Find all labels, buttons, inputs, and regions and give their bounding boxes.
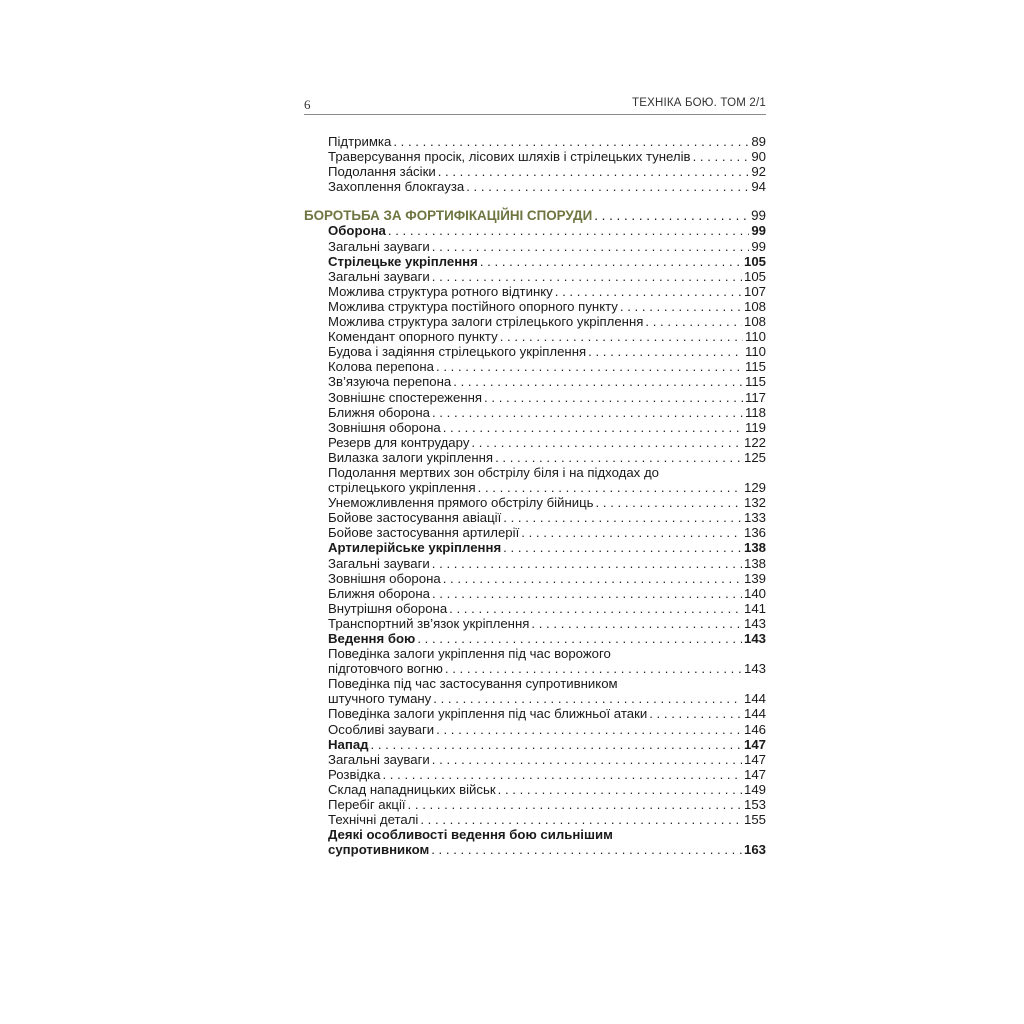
toc-entry-page: 115: [744, 359, 766, 375]
toc-entry-page: 155: [743, 812, 766, 828]
toc-entry-page: 92: [751, 164, 766, 180]
toc-entry-page: 94: [751, 179, 766, 195]
toc-entry[interactable]: [304, 374, 766, 389]
dot-leader: [438, 164, 750, 179]
toc-entry-page: 140: [743, 585, 766, 601]
toc-entry[interactable]: [304, 676, 766, 691]
toc-entry-label: Можлива структура постійного опорного пункту: [328, 298, 618, 314]
toc-subheading[interactable]: [304, 737, 766, 752]
toc-entry-label: Поведінка залоги укріплення під час ворожого: [328, 646, 611, 662]
toc-entry-label: Оборона: [328, 223, 386, 239]
toc-entry[interactable]: [304, 691, 766, 706]
toc-entry-page: 138: [743, 540, 766, 556]
toc-entry-label: Внутрішня оборона: [328, 600, 448, 616]
toc-entry-label: Зовнішня оборона: [328, 419, 441, 435]
toc-entry-label: Подолання мертвих зон обстрілу біля і на підходах до: [328, 464, 659, 480]
toc-entry-label: Напад: [328, 736, 369, 752]
running-title: ТЕХНІКА БОЮ. ТОМ 2/1: [631, 97, 766, 109]
toc-entry-page: 105: [743, 253, 766, 269]
toc-entry[interactable]: [304, 495, 766, 510]
toc-entry-label: Перебіг акції: [328, 797, 406, 813]
toc-entry-page: 108: [743, 314, 766, 330]
toc-entry-label: Поведінка під час застосування супротивником: [328, 676, 618, 692]
toc-entry-label: Траверсування просік, лісових шляхів і стрілецьких тунелів: [328, 149, 691, 165]
toc-entry[interactable]: [304, 556, 766, 571]
toc-entry[interactable]: [304, 616, 766, 631]
toc-entry-page: 143: [743, 615, 766, 631]
toc-entry[interactable]: [304, 134, 766, 149]
dot-leader: [480, 254, 742, 269]
toc-entry-page: 146: [743, 721, 766, 737]
toc-entry[interactable]: [304, 571, 766, 586]
toc-entry[interactable]: [304, 420, 766, 435]
table-of-contents: [304, 134, 766, 857]
toc-subheading[interactable]: [304, 827, 766, 842]
toc-entry-label: Комендант опорного пункту: [328, 329, 498, 345]
toc-subheading[interactable]: [304, 842, 766, 857]
toc-entry[interactable]: [304, 299, 766, 314]
toc-entry-label: Особливі зауваги: [328, 721, 435, 737]
toc-entry-label: Бойове застосування авіації: [328, 510, 502, 526]
toc-entry-label: Підтримка: [328, 134, 392, 149]
dot-leader: [432, 269, 742, 284]
toc-entry-page: 136: [743, 525, 766, 541]
toc-entry-page: 110: [744, 344, 766, 360]
dot-leader: [432, 239, 750, 254]
dot-leader: [471, 435, 742, 450]
toc-entry-label: Транспортний зв’язок укріплення: [328, 615, 530, 631]
toc-subheading[interactable]: [304, 223, 766, 238]
dot-leader: [693, 149, 750, 164]
toc-entry[interactable]: [304, 767, 766, 782]
toc-entry-label: Ближня оборона: [328, 585, 430, 601]
toc-entry[interactable]: [304, 525, 766, 540]
toc-entry-label: стрілецького укріплення: [328, 480, 476, 496]
dot-leader: [432, 752, 742, 767]
toc-entry-page: 163: [743, 842, 766, 858]
dot-leader: [417, 631, 742, 646]
toc-entry-page: 115: [744, 374, 766, 390]
dot-leader: [431, 842, 742, 857]
toc-entry-label: Зовнішнє спостереження: [328, 389, 483, 405]
toc-entry-label: Ведення бою: [328, 631, 416, 646]
toc-entry-label: Можлива структура залоги стрілецького укріплення: [328, 314, 644, 330]
toc-entry-label: штучного туману: [328, 691, 432, 707]
toc-entry[interactable]: [304, 405, 766, 420]
toc-entry-page: 99: [751, 223, 766, 239]
dot-leader: [645, 314, 742, 329]
toc-entry-page: 119: [744, 419, 766, 435]
toc-entry[interactable]: [304, 164, 766, 179]
dot-leader: [478, 480, 742, 495]
toc-entry-page: 122: [743, 434, 766, 450]
toc-entry-label: Захоплення блокгауза: [328, 179, 465, 195]
toc-entry-label: Вилазка залоги укріплення: [328, 449, 494, 465]
section-gap: [304, 194, 766, 208]
toc-entry-label: Зовнішня оборона: [328, 570, 441, 586]
toc-entry-page: 117: [744, 389, 766, 405]
toc-entry-label: Стрілецьке укріплення: [328, 253, 478, 269]
dot-leader: [432, 586, 742, 601]
dot-leader: [555, 284, 742, 299]
toc-entry[interactable]: [304, 510, 766, 525]
toc-entry-label: Колова перепона: [328, 359, 434, 375]
dot-leader: [649, 706, 742, 721]
dot-leader: [466, 179, 749, 194]
toc-entry-page: 144: [743, 706, 766, 722]
toc-section-label: БОРОТЬБА ЗА ФОРТИФІКАЦІЙНІ СПОРУДИ: [304, 208, 593, 224]
toc-entry-page: 144: [743, 691, 766, 707]
toc-entry-label: супротивником: [328, 842, 430, 858]
toc-entry-page: 125: [743, 449, 766, 465]
toc-entry-label: Склад нападницьких військ: [328, 781, 496, 797]
toc-entry[interactable]: [304, 465, 766, 480]
toc-entry[interactable]: [304, 329, 766, 344]
toc-entry-page: 118: [744, 404, 766, 420]
dot-leader: [498, 782, 742, 797]
dot-leader: [521, 525, 742, 540]
dot-leader: [503, 540, 742, 555]
toc-entry[interactable]: [304, 782, 766, 797]
dot-leader: [443, 420, 743, 435]
dot-leader: [594, 208, 749, 223]
toc-entry-page: 149: [743, 781, 766, 797]
toc-entry-label: Розвідка: [328, 766, 381, 782]
toc-entry[interactable]: [304, 797, 766, 812]
toc-entry[interactable]: [304, 706, 766, 721]
toc-entry-label: Подолання зáсіки: [328, 164, 436, 180]
dot-leader: [503, 510, 742, 525]
dot-leader: [443, 571, 742, 586]
dot-leader: [432, 556, 742, 571]
dot-leader: [382, 767, 742, 782]
toc-entry-label: Унеможливлення прямого обстрілу бійниць: [328, 495, 594, 511]
dot-leader: [449, 601, 742, 616]
dot-leader: [408, 797, 742, 812]
toc-entry-page: 129: [743, 480, 766, 496]
toc-entry[interactable]: [304, 480, 766, 495]
toc-entry-page: 99: [751, 238, 766, 254]
toc-entry[interactable]: [304, 601, 766, 616]
dot-leader: [436, 359, 743, 374]
toc-entry-page: 133: [743, 510, 766, 526]
toc-entry[interactable]: [304, 314, 766, 329]
toc-entry[interactable]: [304, 812, 766, 827]
toc-entry-page: 147: [743, 766, 766, 782]
toc-top-group: [304, 134, 766, 194]
toc-entry[interactable]: [304, 344, 766, 359]
page-number: 6: [304, 97, 311, 112]
toc-entry-label: Будова і задіяння стрілецького укріплення: [328, 344, 587, 360]
dot-leader: [433, 691, 742, 706]
toc-section-heading[interactable]: [304, 208, 766, 223]
toc-entry-page: 141: [743, 600, 766, 616]
toc-entry[interactable]: [304, 284, 766, 299]
toc-entry-label: Бойове застосування артилерії: [328, 525, 520, 541]
toc-entry-label: Технічні деталі: [328, 812, 419, 828]
dot-leader: [393, 134, 749, 149]
dot-leader: [531, 616, 742, 631]
toc-entry[interactable]: [304, 390, 766, 405]
toc-entry-page: 147: [743, 736, 766, 752]
toc-entry-page: 153: [743, 797, 766, 813]
toc-entry[interactable]: [304, 661, 766, 676]
toc-entry-page: 90: [751, 149, 766, 165]
toc-entry-label: підготовчого вогню: [328, 661, 443, 677]
toc-entry-page: 108: [743, 298, 766, 314]
toc-entry[interactable]: [304, 239, 766, 254]
dot-leader: [495, 450, 742, 465]
toc-main-group: [304, 223, 766, 857]
toc-entry-label: Загальні зауваги: [328, 555, 430, 571]
dot-leader: [432, 405, 743, 420]
toc-entry-page: 89: [751, 134, 766, 149]
toc-entry[interactable]: [304, 450, 766, 465]
toc-entry-page: 110: [744, 329, 766, 345]
toc-entry-label: Можлива структура ротного відтинку: [328, 283, 553, 299]
toc-subheading[interactable]: [304, 540, 766, 555]
toc-entry-label: Загальні зауваги: [328, 238, 430, 254]
dot-leader: [388, 223, 749, 238]
toc-entry-label: Загальні зауваги: [328, 751, 430, 767]
toc-entry[interactable]: [304, 646, 766, 661]
toc-entry-page: 138: [743, 555, 766, 571]
toc-entry-page: 143: [743, 631, 766, 646]
toc-entry-label: Ближня оборона: [328, 404, 430, 420]
dot-leader: [620, 299, 742, 314]
toc-entry-label: Поведінка залоги укріплення під час ближньої атаки: [328, 706, 648, 722]
toc-entry-label: Загальні зауваги: [328, 268, 430, 284]
toc-entry[interactable]: [304, 722, 766, 737]
dot-leader: [445, 661, 742, 676]
toc-entry[interactable]: [304, 149, 766, 164]
toc-subheading[interactable]: [304, 631, 766, 646]
toc-entry[interactable]: [304, 435, 766, 450]
dot-leader: [484, 390, 743, 405]
toc-section-page: 99: [751, 208, 766, 224]
toc-entry-page: 139: [743, 570, 766, 586]
dot-leader: [371, 737, 742, 752]
toc-entry[interactable]: [304, 269, 766, 284]
toc-entry-page: 147: [743, 751, 766, 767]
toc-entry-label: Деякі особливості ведення бою сильнішим: [328, 827, 613, 843]
toc-entry[interactable]: [304, 179, 766, 194]
toc-entry[interactable]: [304, 359, 766, 374]
toc-entry-page: 132: [743, 495, 766, 511]
dot-leader: [588, 344, 743, 359]
dot-leader: [500, 329, 743, 344]
running-header: [304, 96, 766, 115]
toc-entry[interactable]: [304, 752, 766, 767]
toc-entry-label: Зв’язуюча перепона: [328, 374, 452, 390]
toc-entry-label: Артилерійське укріплення: [328, 540, 502, 556]
dot-leader: [596, 495, 742, 510]
toc-subheading[interactable]: [304, 254, 766, 269]
dot-leader: [420, 812, 742, 827]
toc-entry[interactable]: [304, 586, 766, 601]
toc-entry-page: 143: [743, 661, 766, 677]
dot-leader: [436, 722, 742, 737]
toc-entry-label: Резерв для контрудару: [328, 434, 470, 450]
toc-entry-page: 105: [743, 268, 766, 284]
toc-entry-page: 107: [743, 283, 766, 299]
dot-leader: [453, 374, 743, 389]
